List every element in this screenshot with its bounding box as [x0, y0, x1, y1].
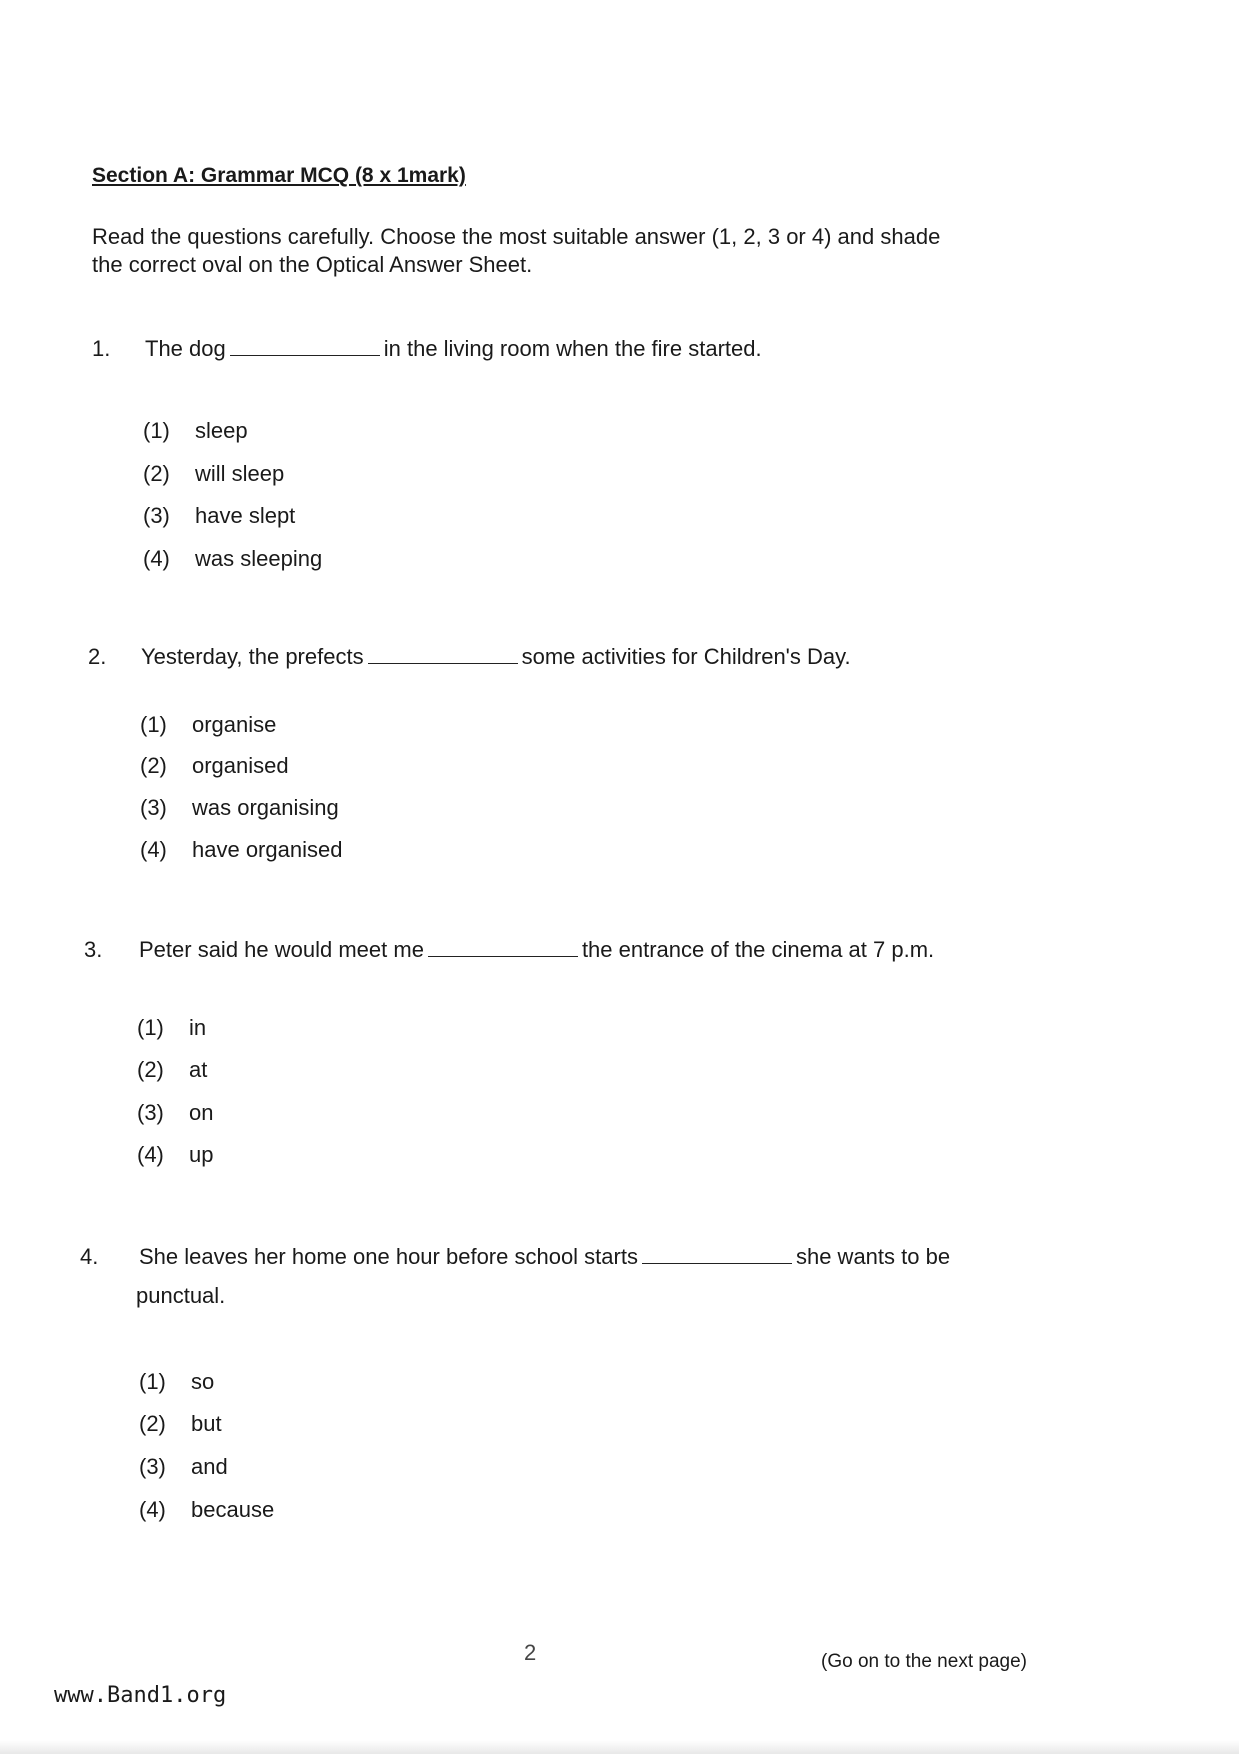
- option-text: will sleep: [195, 461, 285, 486]
- option-number: (4): [139, 1497, 166, 1522]
- option-text: organised: [192, 753, 289, 778]
- option: [139, 1497, 274, 1523]
- option-text: but: [191, 1411, 222, 1436]
- option-text: because: [191, 1497, 275, 1522]
- option: [139, 1454, 228, 1480]
- option-number: (1): [139, 1369, 166, 1394]
- answer-blank: [368, 645, 518, 664]
- option: [140, 712, 276, 738]
- option-number: (1): [143, 418, 170, 443]
- option: [139, 1411, 222, 1437]
- answer-blank: [642, 1245, 792, 1264]
- option-number: (1): [140, 712, 167, 737]
- option-text: so: [191, 1369, 215, 1394]
- question-1-number: 1.: [92, 336, 111, 361]
- instructions-line-1: Read the questions carefully. Choose the most suitable answer (1, 2, 3 or 4) and shade: [92, 224, 941, 249]
- option-number: (4): [137, 1142, 164, 1167]
- option-text: have organised: [192, 837, 343, 862]
- question-4-before: She leaves her home one hour before school starts: [139, 1244, 638, 1269]
- option-number: (3): [139, 1454, 166, 1479]
- option-text: and: [191, 1454, 228, 1479]
- section-title: Section A: Grammar MCQ (8 x 1mark): [92, 164, 466, 187]
- question-4-number: 4.: [80, 1244, 99, 1269]
- question-2-after: some activities for Children's Day.: [521, 644, 851, 669]
- option-number: (4): [140, 837, 167, 862]
- option-number: (3): [143, 503, 170, 528]
- option: [137, 1142, 213, 1168]
- option-text: in: [189, 1015, 207, 1040]
- option-text: on: [189, 1100, 214, 1125]
- question-4-after: she wants to be: [795, 1244, 951, 1269]
- question-1-before: The dog: [145, 336, 226, 361]
- question-3-before: Peter said he would meet me: [139, 937, 424, 962]
- scan-edge: [0, 1740, 1239, 1754]
- option-number: (4): [143, 546, 170, 571]
- option-text: was organising: [192, 795, 339, 820]
- option: [140, 753, 289, 779]
- option: [139, 1369, 214, 1395]
- page-number: 2: [524, 1640, 537, 1665]
- question-4-continuation: punctual.: [136, 1283, 226, 1308]
- option: [140, 795, 339, 821]
- option-text: have slept: [195, 503, 296, 528]
- option-text: up: [189, 1142, 214, 1167]
- question-2-number: 2.: [88, 644, 107, 669]
- option-number: (3): [140, 795, 167, 820]
- answer-blank: [428, 938, 578, 957]
- instructions-line-2: the correct oval on the Optical Answer Sheet.: [92, 252, 533, 277]
- question-3-text: [139, 937, 934, 963]
- option-text: was sleeping: [195, 546, 323, 571]
- question-1-after: in the living room when the fire started.: [383, 336, 762, 361]
- option: [143, 546, 322, 572]
- next-page-note: (Go on to the next page): [821, 1651, 1027, 1672]
- question-3-number: 3.: [84, 937, 103, 962]
- option: [140, 837, 342, 863]
- option-text: at: [189, 1057, 208, 1082]
- option-number: (2): [137, 1057, 164, 1082]
- option-number: (2): [140, 753, 167, 778]
- option: [137, 1057, 207, 1083]
- option: [137, 1100, 213, 1126]
- option-number: (3): [137, 1100, 164, 1125]
- question-2-before: Yesterday, the prefects: [141, 644, 364, 669]
- watermark-url: www.Band1.org: [54, 1683, 227, 1708]
- option: [143, 461, 284, 487]
- answer-blank: [230, 337, 380, 356]
- question-2-text: [141, 644, 851, 670]
- option-number: (2): [143, 461, 170, 486]
- option: [137, 1015, 206, 1041]
- option-number: (2): [139, 1411, 166, 1436]
- question-1-text: [145, 336, 762, 362]
- option-text: organise: [192, 712, 277, 737]
- option-number: (1): [137, 1015, 164, 1040]
- question-4-text: [139, 1244, 950, 1270]
- option: [143, 503, 295, 529]
- option-text: sleep: [195, 418, 248, 443]
- question-3-after: the entrance of the cinema at 7 p.m.: [581, 937, 935, 962]
- option: [143, 418, 248, 444]
